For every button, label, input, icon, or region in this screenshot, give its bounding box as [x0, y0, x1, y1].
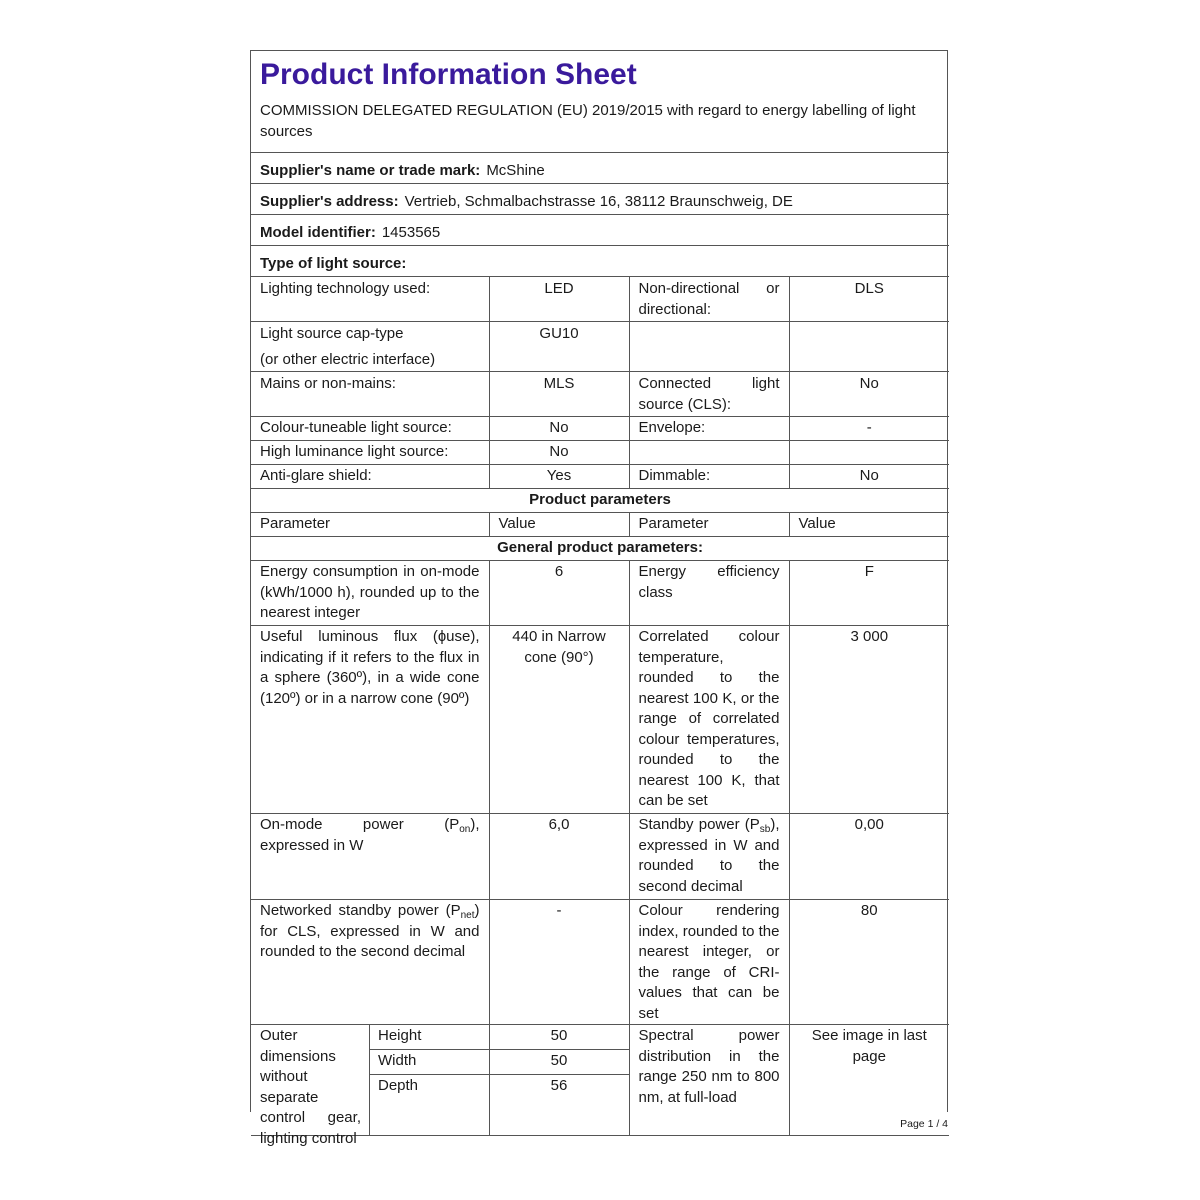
param-value: DLS [789, 277, 949, 322]
column-header: Parameter [629, 513, 789, 537]
param-label: Anti-glare shield: [251, 465, 489, 489]
param-value: 440 in Narrow cone (90°) [489, 626, 629, 814]
address-label: Supplier's address: [260, 193, 399, 210]
supplier-label: Supplier's name or trade mark: [260, 162, 481, 179]
model-label: Model identifier: [260, 224, 376, 241]
param-value: No [789, 465, 949, 489]
param-label: Energy efficiency class [629, 561, 789, 626]
param-value: Yes [489, 465, 629, 489]
param-label: On-mode power $(P_{on})$, expressed in W [251, 814, 489, 900]
address-value: Vertrieb, Schmalbachstrasse 16, 38112 Braunschweig, DE [404, 193, 793, 210]
type-row-colour-tuneable [251, 417, 949, 441]
param-label: Colour-tuneable light source: [251, 417, 489, 441]
model-row [251, 215, 949, 246]
type-heading: Type of light source: [260, 255, 407, 272]
param-label: Standby power $(P_{sb})$, expressed in W and rounded to the second decimal [629, 814, 789, 900]
param-value: 3 000 [789, 626, 949, 814]
param-value: - [789, 417, 949, 441]
param-label: Lighting technology used: [251, 277, 489, 322]
cap-type-sublabel: (or other electric interface) [260, 350, 436, 368]
column-header: Value [789, 513, 949, 537]
param-label: Non-directional or directional: [629, 277, 789, 322]
param-label [251, 322, 489, 372]
model-value: 1453565 [381, 224, 441, 241]
column-header: Parameter [251, 513, 489, 537]
param-row-dimensions [251, 1025, 949, 1136]
dimensions-label: Outer dimensions without separate control gear, lighting control [251, 1025, 370, 1135]
param-label: Networked standby power $(P_{net})$ for CLS, expressed in W and rounded to the second decimal [251, 900, 489, 1025]
param-label: Colour rendering index, rounded to the nearest integer, or the range of CRI-values that can be set [629, 900, 789, 1025]
product-parameters-banner: Product parameters [251, 489, 949, 513]
supplier-value: McShine [486, 162, 545, 179]
param-label [629, 322, 789, 372]
product-parameters-banner-row [251, 489, 949, 513]
column-header-row [251, 513, 949, 537]
dimension-width-label: Width [370, 1050, 489, 1075]
dimension-depth-label: Depth [378, 1077, 419, 1094]
param-label: Connected light source (CLS): [629, 372, 789, 417]
column-header: Value [489, 513, 629, 537]
title-row [251, 51, 949, 153]
dimensions-cell [251, 1025, 489, 1147]
param-value: No [489, 417, 629, 441]
param-value: 6 [489, 561, 629, 626]
page-number: Page 1 / 4 [900, 1118, 948, 1130]
dimension-height-label: Height [370, 1025, 489, 1050]
param-value: No [789, 372, 949, 417]
param-value [789, 322, 949, 372]
param-label: High luminance light source: [251, 441, 489, 465]
type-row-technology [251, 277, 949, 322]
param-value: 80 [789, 900, 949, 1025]
param-label: Mains or non-mains: [251, 372, 489, 417]
param-value: 6,0 [489, 814, 629, 900]
param-label: Correlated colour temperature, rounded to the nearest 100 K, or the range of correlated colour temperatures, rounded to the nearest 100 K, that can be set [629, 626, 789, 814]
dimension-width-value: 50 [490, 1050, 629, 1075]
param-label: Envelope: [629, 417, 789, 441]
type-row-mains [251, 372, 949, 417]
param-value: GU10 [489, 322, 629, 372]
param-label: Energy consumption in on-mode (kWh/1000 h), rounded up to the nearest integer [251, 561, 489, 626]
param-value: MLS [489, 372, 629, 417]
info-table [251, 51, 949, 1147]
type-row-anti-glare [251, 465, 949, 489]
param-value: No [489, 441, 629, 465]
param-value [789, 441, 949, 465]
param-row-networked-standby [251, 900, 949, 1025]
param-label [629, 441, 789, 465]
param-value: See image in last page [789, 1025, 949, 1136]
param-label: Useful luminous flux (ɸuse), indicating if it refers to the flux in a sphere (360º), in a wide cone (120º) or in a narrow cone (90º) [251, 626, 489, 814]
cap-type-label: Light source cap-type [260, 325, 404, 342]
page-title: Product Information Sheet [260, 58, 637, 91]
param-value: 0,00 [789, 814, 949, 900]
regulation-text: COMMISSION DELEGATED REGULATION (EU) 2019/2015 with regard to energy labelling of light sources [260, 102, 916, 140]
type-heading-row [251, 246, 949, 277]
param-row-energy-consumption [251, 561, 949, 626]
dimensions-values-cell [489, 1025, 629, 1136]
param-row-luminous-flux [251, 626, 949, 814]
type-row-cap-type [251, 322, 949, 372]
param-value: LED [489, 277, 629, 322]
param-value: F [789, 561, 949, 626]
address-row [251, 184, 949, 215]
param-value: - [489, 900, 629, 1025]
general-parameters-banner: General product parameters: [251, 537, 949, 561]
supplier-row [251, 153, 949, 184]
dimension-height-value: 50 [490, 1025, 629, 1050]
type-row-high-luminance [251, 441, 949, 465]
general-banner-row [251, 537, 949, 561]
param-label: Spectral power distribution in the range 250 nm to 800 nm, at full-load [629, 1025, 789, 1136]
dimension-depth-value: 56 [550, 1077, 568, 1094]
param-label: Dimmable: [629, 465, 789, 489]
param-row-power [251, 814, 949, 900]
